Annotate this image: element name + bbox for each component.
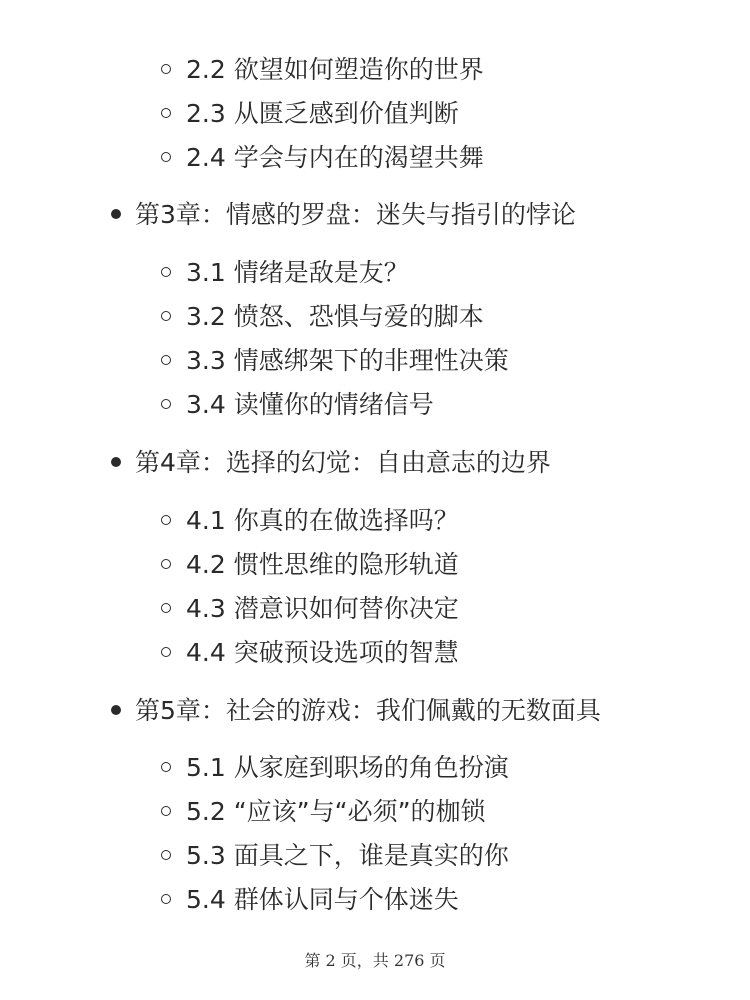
circle-bullet-icon <box>161 894 171 904</box>
section-title: 愤怒、恐惧与爱的脚本 <box>233 302 484 331</box>
circle-bullet-icon <box>161 311 171 321</box>
toc-section-2-4 <box>161 141 484 175</box>
toc-section-5-3 <box>161 839 509 873</box>
toc-section-5-2 <box>161 795 486 829</box>
section-title: 从匮乏感到价值判断 <box>233 99 459 128</box>
section-title: 群体认同与个体迷失 <box>233 885 459 914</box>
section-title: 突破预设选项的智慧 <box>233 638 459 667</box>
section-number: 3.1 <box>186 258 226 287</box>
circle-bullet-icon <box>161 603 171 613</box>
page-number-footer: 第 2 页，共 276 页 <box>304 951 446 970</box>
toc-section-4-2 <box>161 548 459 582</box>
section-number: 5.3 <box>186 841 226 870</box>
section-title: 你真的在做选择吗？ <box>233 506 459 535</box>
circle-bullet-icon <box>161 399 171 409</box>
section-title: 学会与内在的渴望共舞 <box>233 143 484 172</box>
circle-bullet-icon <box>161 64 171 74</box>
section-number: 4.3 <box>186 594 226 623</box>
circle-bullet-icon <box>161 152 171 162</box>
section-number: 5.1 <box>186 753 226 782</box>
section-number: 3.2 <box>186 302 226 331</box>
toc-section-3-1 <box>161 256 409 290</box>
section-number: 2.2 <box>186 55 226 84</box>
toc-section-5-4 <box>161 883 459 917</box>
toc-chapter-3 <box>111 198 576 232</box>
circle-bullet-icon <box>161 515 171 525</box>
section-number: 3.4 <box>186 390 226 419</box>
circle-bullet-icon <box>161 559 171 569</box>
section-title: 惯性思维的隐形轨道 <box>233 550 459 579</box>
section-number: 5.4 <box>186 885 226 914</box>
circle-bullet-icon <box>161 850 171 860</box>
section-number: 4.4 <box>186 638 226 667</box>
section-title: 面具之下，谁是真实的你 <box>233 841 509 870</box>
section-title: 欲望如何塑造你的世界 <box>233 55 484 84</box>
toc-section-3-3 <box>161 344 509 378</box>
toc-section-4-1 <box>161 504 459 538</box>
toc-section-3-2 <box>161 300 484 334</box>
circle-bullet-icon <box>161 647 171 657</box>
toc-section-2-2 <box>161 53 484 87</box>
circle-bullet-icon <box>161 267 171 277</box>
toc-chapter-4 <box>111 446 551 480</box>
chapter-label: 第3章：情感的罗盘：迷失与指引的悖论 <box>135 200 576 229</box>
toc-chapter-5 <box>111 694 601 728</box>
toc-section-4-4 <box>161 636 459 670</box>
section-title: 情感绑架下的非理性决策 <box>233 346 509 375</box>
section-title: 潜意识如何替你决定 <box>233 594 459 623</box>
circle-bullet-icon <box>161 806 171 816</box>
disc-bullet-icon <box>111 209 121 219</box>
section-title: 情绪是敌是友？ <box>233 258 409 287</box>
section-number: 3.3 <box>186 346 226 375</box>
section-number: 4.2 <box>186 550 226 579</box>
toc-section-4-3 <box>161 592 459 626</box>
disc-bullet-icon <box>111 705 121 715</box>
section-title: “应该”与“必须”的枷锁 <box>233 797 486 826</box>
toc-section-5-1 <box>161 751 509 785</box>
chapter-label: 第5章：社会的游戏：我们佩戴的无数面具 <box>135 696 601 725</box>
section-title: 从家庭到职场的角色扮演 <box>233 753 509 782</box>
toc-section-3-4 <box>161 388 434 422</box>
section-number: 5.2 <box>186 797 226 826</box>
section-number: 2.3 <box>186 99 226 128</box>
section-number: 2.4 <box>186 143 226 172</box>
circle-bullet-icon <box>161 108 171 118</box>
section-number: 4.1 <box>186 506 226 535</box>
circle-bullet-icon <box>161 355 171 365</box>
section-title: 读懂你的情绪信号 <box>233 390 434 419</box>
disc-bullet-icon <box>111 457 121 467</box>
toc-section-2-3 <box>161 97 459 131</box>
chapter-label: 第4章：选择的幻觉：自由意志的边界 <box>135 448 551 477</box>
circle-bullet-icon <box>161 762 171 772</box>
